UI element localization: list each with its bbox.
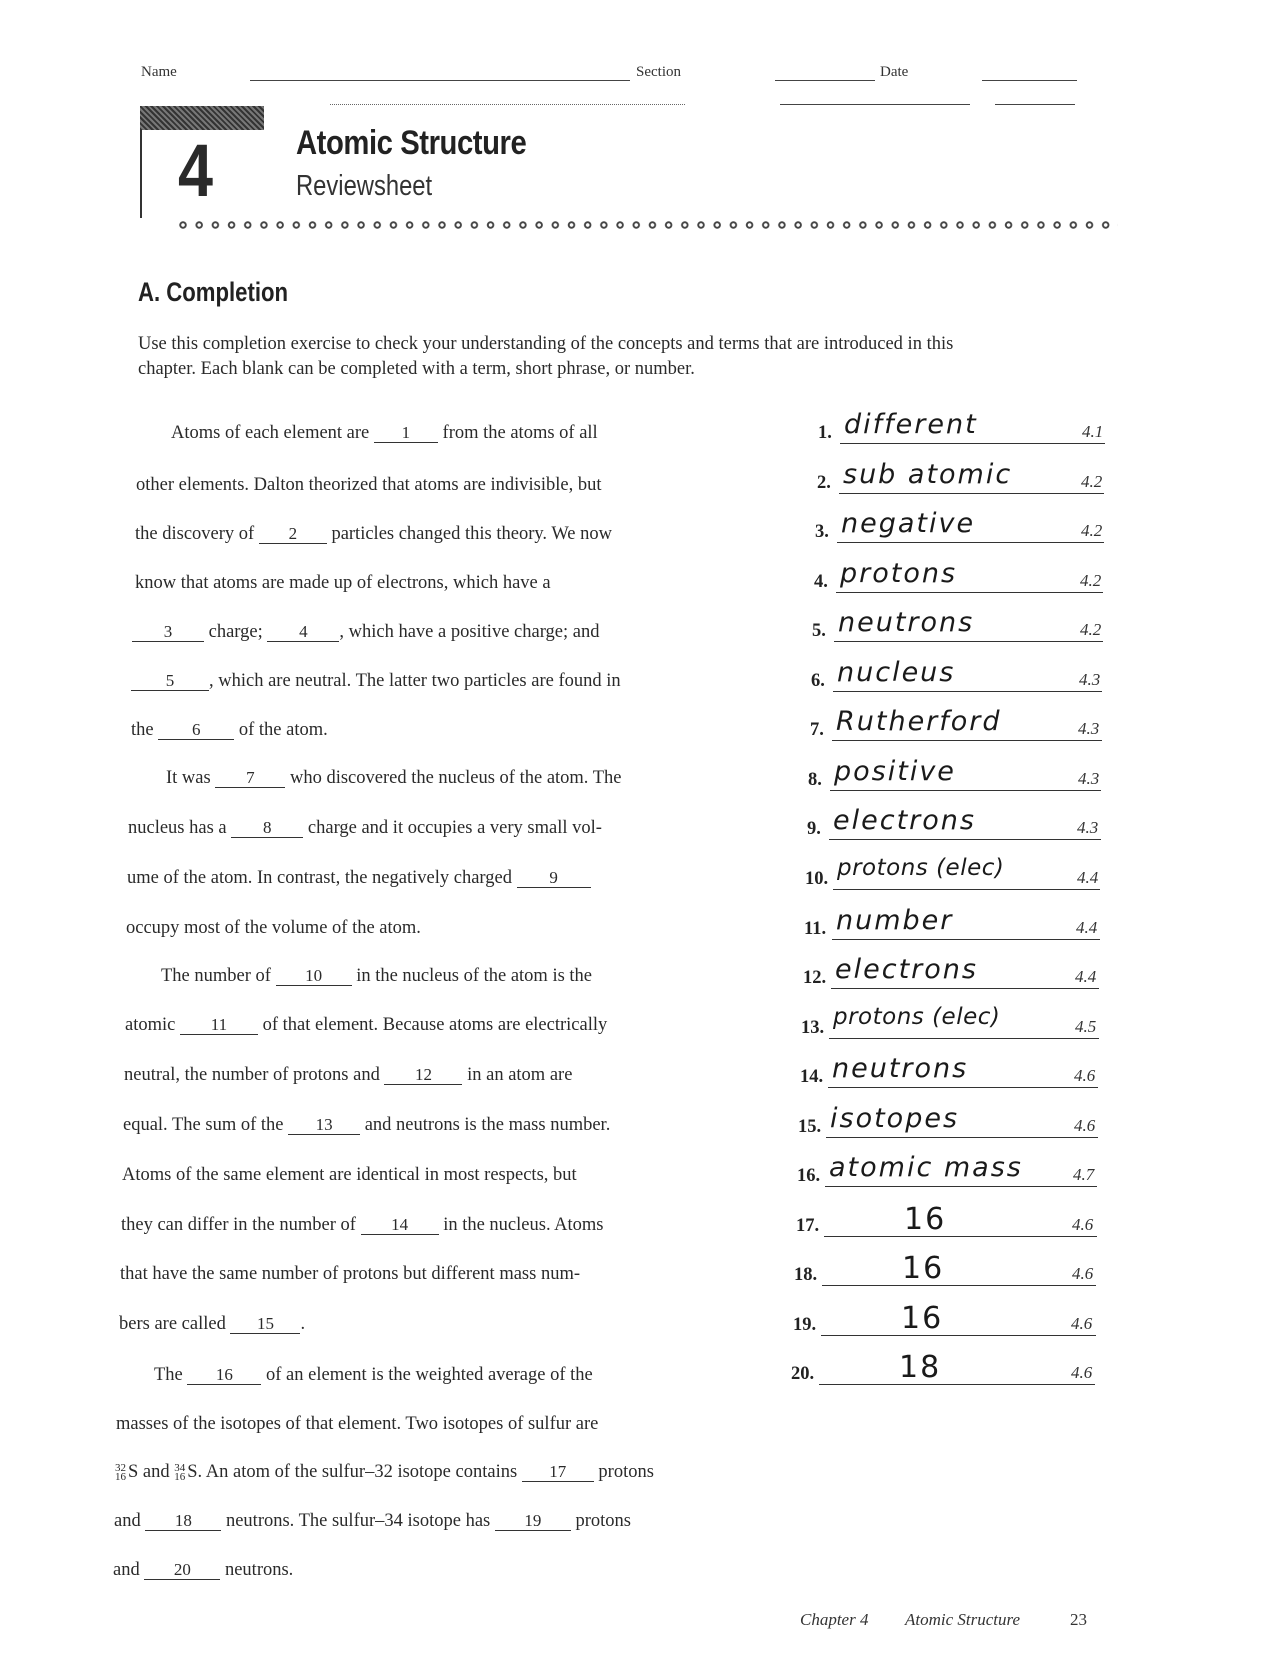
answer-number: 8.: [808, 770, 822, 790]
answer-number: 6.: [811, 671, 825, 691]
name-label: Name: [141, 64, 177, 80]
answer-blank-line[interactable]: [829, 1038, 1099, 1039]
handwritten-answer[interactable]: atomic mass: [829, 1152, 1023, 1183]
chapter-title: Atomic Structure: [296, 124, 527, 162]
handwritten-answer[interactable]: sub atomic: [843, 459, 1013, 490]
answer-section-ref: 4.4: [1077, 868, 1099, 887]
answer-number: 11.: [804, 919, 827, 939]
answer-blank-line[interactable]: [822, 1285, 1096, 1286]
blank-2: 2: [259, 525, 327, 544]
handwritten-answer[interactable]: 18: [899, 1350, 942, 1385]
date-label: Date: [880, 64, 909, 80]
answer-number: 4.: [814, 572, 828, 592]
section-field[interactable]: [775, 80, 875, 81]
answer-section-ref: 4.2: [1081, 472, 1103, 491]
answer-section-ref: 4.1: [1082, 422, 1104, 441]
passage-line-12: The number of 10 in the nucleus of the atom is the: [161, 966, 593, 986]
passage-line-5: 3 charge; 4 , which have a positive charge; and: [132, 622, 599, 643]
answer-blank-line[interactable]: [830, 790, 1101, 791]
chapter-badge: [140, 106, 264, 130]
passage-line-9: nucleus has a 8 charge and it occupies a very small vol-: [128, 818, 602, 838]
answer-section-ref: 4.3: [1078, 719, 1100, 738]
passage-line-17: they can differ in the number of 14 in the nucleus. Atoms: [121, 1215, 604, 1235]
passage-line-23: and 18 neutrons. The sulfur–34 isotope has 19 protons: [114, 1511, 631, 1531]
passage-line-2: other elements. Dalton theorized that atoms are indivisible, but: [136, 475, 602, 495]
blank-7: 7: [215, 769, 285, 788]
section-intro: Use this completion exercise to check your understanding of the concepts and terms that are introduced in this chapter. Each blank can be completed with a term, short phrase, or number.: [138, 334, 954, 379]
passage-line-22: 32 16 S and 34 16 S. An atom of the sulfur–32 isotope contains 17 protons: [115, 1461, 654, 1483]
blank-13: 13: [288, 1116, 360, 1135]
answer-section-ref: 4.6: [1074, 1066, 1096, 1085]
answer-blank-line[interactable]: [825, 1186, 1097, 1187]
blank-12: 12: [384, 1066, 462, 1085]
handwritten-answer[interactable]: positive: [834, 756, 956, 787]
answer-section-ref: 4.4: [1075, 967, 1097, 986]
handwritten-answer[interactable]: isotopes: [830, 1103, 960, 1134]
answer-number: 16.: [797, 1166, 821, 1186]
blank-18: 18: [145, 1512, 221, 1531]
answer-number: 20.: [791, 1364, 815, 1384]
answer-blank-line[interactable]: [826, 1137, 1098, 1138]
answer-section-ref: 4.6: [1071, 1314, 1093, 1333]
blank-16: 16: [187, 1366, 261, 1385]
answer-blank-line[interactable]: [837, 542, 1104, 543]
passage-line-7: the 6 of the atom.: [131, 720, 328, 740]
answer-number: 7.: [810, 720, 824, 740]
blank-20: 20: [144, 1561, 220, 1580]
answer-blank-line[interactable]: [831, 988, 1099, 989]
passage-line-3: the discovery of 2 particles changed this theory. We now: [135, 524, 612, 544]
answer-number: 5.: [812, 621, 826, 641]
passage-line-10: ume of the atom. In contrast, the negatively charged 9: [127, 868, 591, 889]
answer-blank-line[interactable]: [836, 592, 1103, 593]
passage-line-13: atomic 11 of that element. Because atoms are electrically: [125, 1015, 608, 1035]
chapter-number: 4: [178, 129, 212, 212]
section-heading: A. Completion: [138, 277, 289, 307]
blank-5: 5: [131, 672, 209, 691]
blank-9: 9: [517, 869, 591, 888]
answer-blank-line[interactable]: [839, 493, 1104, 494]
answer-section-ref: 4.6: [1072, 1264, 1094, 1283]
handwritten-answer[interactable]: 16: [901, 1301, 944, 1336]
handwritten-answer[interactable]: 16: [904, 1202, 947, 1237]
header-rule-3: [995, 104, 1075, 105]
answer-number: 18.: [794, 1265, 818, 1285]
passage-line-15: equal. The sum of the 13 and neutrons is the mass number.: [123, 1115, 611, 1135]
handwritten-answer[interactable]: neutrons: [838, 607, 975, 638]
answer-number: 14.: [800, 1067, 824, 1087]
blank-6: 6: [158, 721, 234, 740]
header-rule: [330, 104, 685, 105]
passage-line-21: masses of the isotopes of that element. Two isotopes of sulfur are: [116, 1414, 599, 1434]
answer-blank-line[interactable]: [832, 939, 1100, 940]
answer-number: 12.: [803, 968, 827, 988]
answer-blank-line[interactable]: [840, 443, 1105, 444]
blank-11: 11: [180, 1016, 258, 1035]
passage-line-24: and 20 neutrons.: [113, 1560, 294, 1580]
handwritten-answer[interactable]: neutrons: [832, 1053, 969, 1084]
answer-section-ref: 4.6: [1074, 1116, 1096, 1135]
blank-14: 14: [361, 1216, 439, 1235]
chapter-badge-rule: [140, 130, 142, 218]
passage-line-14: neutral, the number of protons and 12 in an atom are: [124, 1065, 573, 1085]
answer-number: 13.: [801, 1018, 825, 1038]
answer-blank-line[interactable]: [819, 1384, 1095, 1385]
answer-section-ref: 4.5: [1075, 1017, 1097, 1036]
answer-blank-line[interactable]: [821, 1335, 1096, 1336]
name-field[interactable]: [250, 80, 630, 81]
answer-number: 3.: [815, 522, 829, 542]
answer-number: 10.: [805, 869, 829, 889]
page-number: 23: [1070, 1610, 1087, 1629]
section-label: Section: [636, 64, 681, 80]
handwritten-answer[interactable]: protons: [840, 558, 958, 589]
passage-line-6: 5 , which are neutral. The latter two particles are found in: [131, 671, 621, 692]
passage-line-20: The 16 of an element is the weighted average of the: [154, 1365, 593, 1385]
blank-17: 17: [522, 1463, 594, 1482]
blank-4: 4: [267, 623, 339, 642]
chapter-subtitle: Reviewsheet: [296, 170, 433, 202]
isotope-s34: 34 16: [174, 1461, 186, 1483]
footer-title: Atomic Structure: [905, 1610, 1021, 1629]
answer-section-ref: 4.2: [1080, 571, 1102, 590]
answer-section-ref: 4.6: [1072, 1215, 1094, 1234]
passage-line-19: bers are called 15 .: [119, 1314, 306, 1334]
handwritten-answer[interactable]: negative: [841, 508, 976, 539]
answer-blank-line[interactable]: [833, 889, 1100, 890]
answer-blank-line[interactable]: [828, 1087, 1098, 1088]
answer-blank-line[interactable]: [832, 740, 1102, 741]
passage-line-8: It was 7 who discovered the nucleus of the atom. The: [166, 768, 622, 788]
answer-section-ref: 4.3: [1077, 818, 1099, 837]
passage-line-1: Atoms of each element are 1 from the atoms of all: [171, 423, 598, 443]
answer-section-ref: 4.3: [1079, 670, 1101, 689]
date-field[interactable]: [982, 80, 1077, 81]
answer-section-ref: 4.2: [1080, 620, 1102, 639]
dot-divider: [178, 220, 1118, 230]
passage-line-16: Atoms of the same element are identical in most respects, but: [122, 1165, 577, 1185]
passage-line-18: that have the same number of protons but different mass num-: [120, 1264, 580, 1284]
answer-section-ref: 4.4: [1076, 918, 1098, 937]
answer-section-ref: 4.2: [1081, 521, 1103, 540]
answer-number: 2.: [817, 473, 831, 493]
answer-number: 15.: [798, 1117, 822, 1137]
answer-section-ref: 4.7: [1073, 1165, 1095, 1184]
blank-10: 10: [276, 967, 352, 986]
blank-19: 19: [495, 1512, 571, 1531]
handwritten-answer[interactable]: electrons: [833, 805, 976, 836]
answer-blank-line[interactable]: [824, 1236, 1097, 1237]
blank-3: 3: [132, 623, 204, 642]
handwritten-answer[interactable]: nucleus: [837, 657, 956, 688]
handwritten-answer[interactable]: protons (elec): [833, 1004, 1001, 1030]
blank-8: 8: [231, 819, 303, 838]
handwritten-answer[interactable]: Rutherford: [836, 706, 1002, 737]
answer-blank-line[interactable]: [834, 641, 1103, 642]
handwritten-answer[interactable]: number: [836, 905, 954, 936]
footer-chapter: Chapter 4: [800, 1610, 869, 1629]
handwritten-answer[interactable]: electrons: [835, 954, 978, 985]
handwritten-answer[interactable]: different: [844, 409, 978, 440]
answer-section-ref: 4.3: [1078, 769, 1100, 788]
passage-line-4: know that atoms are made up of electrons, which have a: [135, 573, 551, 593]
answer-number: 9.: [807, 819, 821, 839]
blank-1: 1: [374, 424, 438, 443]
isotope-s32: 32 16: [115, 1461, 126, 1483]
header-rule-2: [780, 104, 970, 105]
handwritten-answer[interactable]: protons (elec): [837, 855, 1005, 881]
answer-blank-line[interactable]: [829, 839, 1101, 840]
passage-line-11: occupy most of the volume of the atom.: [126, 918, 421, 938]
answer-number: 19.: [793, 1315, 817, 1335]
answer-blank-line[interactable]: [833, 691, 1102, 692]
answer-number: 1.: [818, 423, 832, 443]
answer-number: 17.: [796, 1216, 820, 1236]
answer-section-ref: 4.6: [1071, 1363, 1093, 1382]
handwritten-answer[interactable]: 16: [902, 1251, 945, 1286]
blank-15: 15: [230, 1315, 300, 1334]
